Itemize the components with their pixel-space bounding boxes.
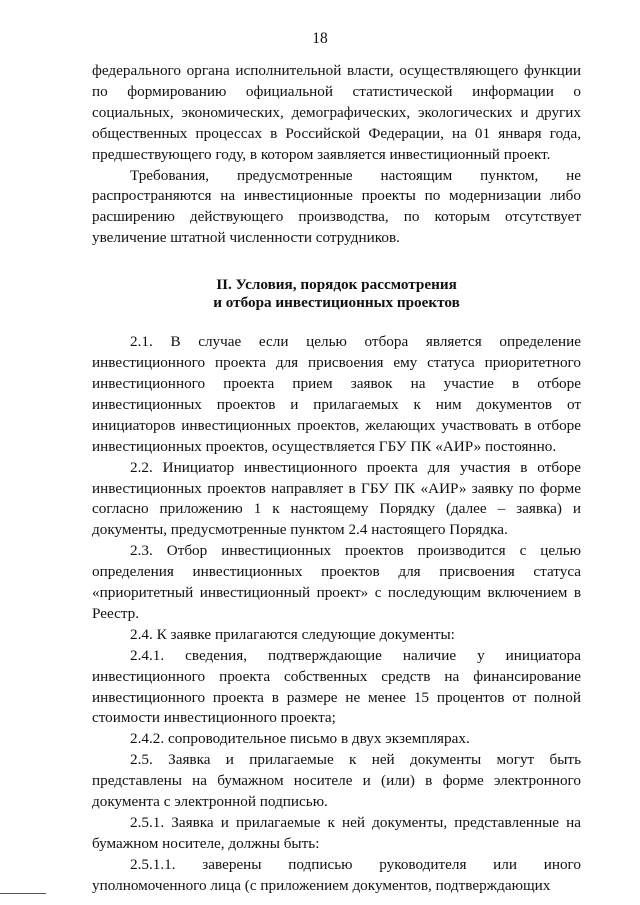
clause-2-4: 2.4. К заявке прилагаются следующие документы:: [130, 625, 455, 643]
section-heading: [92, 276, 581, 311]
clause-2-5-1-1: 2.5.1.1. заверены подписью руководителя или иного уполномоченного лица (с приложением документов, подтверждающих: [92, 855, 581, 894]
paragraph-requirements: Требования, предусмотренные настоящим пунктом, не распространяются на инвестиционные проекты по модернизации либо расширению действующего производства, по которым отсутствует увеличение штатной численности сотрудников.: [92, 166, 581, 247]
paragraph-continuation: федерального органа исполнительной власти, осуществляющего функции по формированию официальной статистической информации о социальных, экономических, демографических, экологических и других общественных процессах в Российской Федерации, на 01 января года, предшествующего году, в котором заявляется инвестиционный проект.: [92, 62, 581, 163]
clause-2-4-2: 2.4.2. сопроводительное письмо в двух экземплярах.: [130, 730, 470, 748]
scan-edge-line: [0, 893, 46, 894]
clause-2-5: 2.5. Заявка и прилагаемые к ней документы могут быть представлены на бумажном носителе и (или) в форме электронного документа с электронной подписью.: [92, 751, 581, 811]
section-heading-line-2: и отбора инвестиционных проектов: [213, 293, 460, 311]
clause-2-4-1: 2.4.1. сведения, подтверждающие наличие у инициатора инвестиционного проекта собственных средств на финансирование инвестиционного проекта в размере не менее 15 процентов от полной стоимости инвестиционного проекта;: [92, 646, 581, 727]
clause-2-2: 2.2. Инициатор инвестиционного проекта для участия в отборе инвестиционных проектов направляет в ГБУ ПК «АИР» заявку по форме согласно приложению 1 к настоящему Порядку (далее – заявка) и документы, предусмотренные пунктом 2.4 настоящего Порядка.: [92, 458, 581, 539]
clause-2-5-1: 2.5.1. Заявка и прилагаемые к ней документы, представленные на бумажном носителе, должны быть:: [92, 814, 581, 852]
section-heading-line-1: II. Условия, порядок рассмотрения: [216, 276, 457, 294]
clause-2-1: 2.1. В случае если целью отбора является определение инвестиционного проекта для присвоения ему статуса приоритетного инвестиционного проекта прием заявок на участие в отборе инвестиционных проектов и прилагаемых к ним документов от инициаторов инвестиционных проектов, желающих участвовать в отборе инвестиционных проектов, осуществляется ГБУ ПК «АИР» постоянно.: [92, 333, 581, 455]
page-number: 18: [312, 30, 328, 47]
clause-2-3: 2.3. Отбор инвестиционных проектов производится с целью определения инвестиционных проектов для присвоения статуса «приоритетный инвестиционный проект» с последующим включением в Реестр.: [92, 542, 581, 622]
document-body: [92, 61, 581, 897]
